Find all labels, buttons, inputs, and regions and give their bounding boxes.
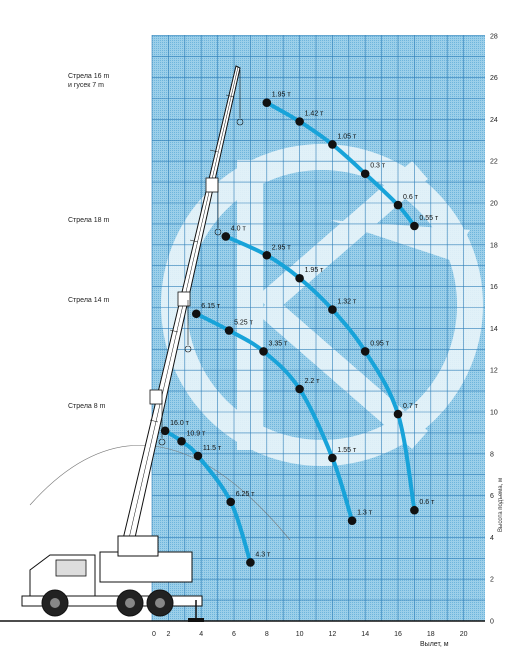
x-axis-title: Вылет, м xyxy=(420,641,449,648)
y-axis-title: Высота подъема, м xyxy=(498,477,504,532)
load-label: 1.42 т xyxy=(304,110,324,118)
load-point xyxy=(177,437,186,446)
load-point xyxy=(410,222,419,231)
load-label: 4.0 т xyxy=(230,225,246,233)
load-point xyxy=(263,251,272,260)
y-tick-label: 0 xyxy=(490,618,494,626)
load-label: 2.95 т xyxy=(271,244,291,252)
load-point xyxy=(263,98,272,107)
x-tick-label: 16 xyxy=(394,631,402,638)
x-tick-label: 2 xyxy=(166,631,171,638)
x-tick-label: 20 xyxy=(459,631,468,638)
load-label: 3.35 т xyxy=(268,340,288,348)
boom-label-18m: Стрела 18 m xyxy=(68,217,110,224)
y-tick-label: 6 xyxy=(490,493,494,501)
load-point xyxy=(361,347,370,356)
boom-label-16m-jib xyxy=(68,72,109,90)
load-label: 1.95 т xyxy=(304,267,324,275)
y-tick-label: 12 xyxy=(490,367,498,375)
load-label: 2.2 т xyxy=(304,378,320,386)
boom-label-14m: Стрела 14 m xyxy=(68,297,110,304)
x-tick-label: 12 xyxy=(328,631,337,638)
load-point xyxy=(328,454,337,463)
load-label: 0.95 т xyxy=(370,340,389,348)
load-point xyxy=(361,169,370,178)
x-tick-label: 4 xyxy=(199,631,204,638)
load-point xyxy=(394,201,403,210)
y-tick-label: 14 xyxy=(490,325,498,333)
plot-area xyxy=(152,35,485,621)
x-tick-label: 14 xyxy=(361,631,370,638)
y-tick-label: 24 xyxy=(490,116,498,124)
x-tick-label: 10 xyxy=(295,631,304,638)
y-tick-label: 8 xyxy=(490,451,494,459)
load-point xyxy=(295,274,304,283)
x-tick-label: 8 xyxy=(264,631,269,638)
boom-label-line: и гусек 7 m xyxy=(68,82,104,89)
load-label: 10.9 т xyxy=(186,430,206,438)
load-point xyxy=(246,558,255,567)
load-label: 1.95 т xyxy=(271,91,291,99)
y-tick-label: 10 xyxy=(490,409,498,417)
load-label: 4.3 т xyxy=(255,551,271,559)
x-tick-label: 6 xyxy=(232,631,236,638)
load-label: 1.05 т xyxy=(337,133,357,141)
load-label: 0.6 т xyxy=(403,194,418,202)
load-point xyxy=(348,516,357,525)
load-point xyxy=(259,347,268,356)
load-label: 0.3 т xyxy=(370,162,386,170)
load-point xyxy=(295,117,304,126)
y-tick-label: 4 xyxy=(490,534,494,542)
load-point xyxy=(194,452,203,461)
y-tick-label: 18 xyxy=(490,242,498,250)
load-label: 11.5 т xyxy=(202,444,222,452)
load-point xyxy=(394,410,403,419)
load-point xyxy=(192,309,201,318)
load-label: 1.32 т xyxy=(337,298,357,306)
load-label: 0.7 т xyxy=(403,403,418,411)
load-label: 0.55 т xyxy=(419,214,439,222)
x-tick-label: 0 xyxy=(152,631,156,638)
load-point xyxy=(295,385,304,394)
load-point xyxy=(328,305,337,314)
load-label: 0.6 т xyxy=(419,499,435,507)
boom-label-line: Стрела 16 m xyxy=(68,73,110,80)
load-point xyxy=(226,498,235,507)
y-tick-label: 16 xyxy=(490,284,498,292)
load-point xyxy=(410,506,419,515)
load-point xyxy=(222,232,231,241)
x-tick-label: 18 xyxy=(426,631,435,638)
y-tick-label: 20 xyxy=(490,200,498,208)
load-label: 16.0 т xyxy=(170,419,189,427)
load-point xyxy=(225,326,234,335)
y-tick-label: 22 xyxy=(490,158,498,166)
load-label: 6.15 т xyxy=(201,302,221,310)
boom-label-8m: Стрела 8 m xyxy=(68,403,106,410)
load-label: 1.3 т xyxy=(357,509,372,517)
y-tick-label: 26 xyxy=(490,75,498,83)
load-point xyxy=(328,140,337,149)
y-tick-label: 2 xyxy=(490,576,494,584)
load-point xyxy=(161,427,170,436)
y-tick-label: 28 xyxy=(490,33,498,41)
load-label: 1.55 т xyxy=(337,446,357,454)
load-label: 6.25 т xyxy=(235,490,255,498)
load-label: 5.25 т xyxy=(234,319,253,327)
